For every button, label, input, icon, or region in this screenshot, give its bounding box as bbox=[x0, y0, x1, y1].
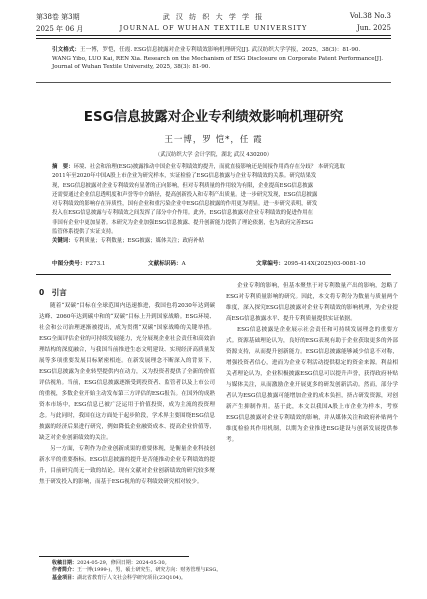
abstract-line: 监管体系提供了实证支持。 bbox=[52, 229, 117, 236]
article-no-label: 文章编号： bbox=[256, 261, 284, 267]
author-bio-value: 王一博(1999-)，男，硕士研究生，研究方向：财务管理与ESG。 bbox=[77, 567, 222, 574]
body-paragraph: 企业专利的影响，但基本聚焦于对专利数量产出的影响，忽略了ESG对专利质量影响的研究。因此，本文将专利分为数量与质量两个维度，深入探究ESG信息披露对企业专利绩效的影响机理，为企业提高ESG信息披露水平、提升专利质量提供实证依据。 bbox=[226, 283, 398, 322]
date-en: Jun. 2025 bbox=[356, 24, 391, 32]
doc-code-label: 文献标识码： bbox=[148, 261, 182, 267]
footnote-rule bbox=[39, 556, 189, 557]
volume-issue-en: Vol.38 No.3 bbox=[349, 12, 391, 20]
keywords-label: 关键词： bbox=[52, 238, 74, 245]
footnotes bbox=[52, 560, 387, 582]
body-rule bbox=[36, 274, 391, 275]
abstract-line: 现，ESG信息披露对企业专利绩效有显著的正向影响，但对专利质量的作用较为有限，企业提高ESG信息披露 bbox=[52, 182, 314, 189]
abstract-label: 摘 要： bbox=[52, 164, 74, 170]
fund-value: 湖北省教育厅人文社会科学研究项目(23Q104)。 bbox=[77, 574, 186, 581]
abstract-line: 非国有企业中更加显著。本研究为企业加强ESG信息披露、提升创新能力提供了理论依据，也为政府完善ESG bbox=[52, 219, 314, 226]
author-bio-label: 作者简介： bbox=[52, 567, 78, 574]
paper-authors: 王一博，罗 恺*，任 霞 bbox=[164, 135, 263, 145]
body-column-left bbox=[39, 281, 215, 488]
abstract-line: 2011年至2020年中国A股上市企业为研究样本，实证检验了ESG信息披露与企业专利绩效的关系。研究结果发 bbox=[52, 173, 317, 180]
body-paragraph: 另一方面，专利作为企业创新成果的重要体现，是衡量企业科技创新水平的重要指标。ESG信息披露的提升是否能推动企业专利绩效的提升，目前研究尚无一致的结论。现有文献对企业创新绩效的研究较多聚焦于研发投入的影响，而基于ESG视角的专利绩效研究相对较少。 bbox=[39, 446, 215, 485]
abstract-line: 对专利绩效的影响存在异质性，国有企业和重污染企业中ESG信息披露的作用更为明显。进一步研究表明，研发 bbox=[52, 201, 318, 208]
date-cn: 2025 年 06 月 bbox=[36, 25, 84, 33]
received-label: 收稿日期： bbox=[52, 560, 78, 566]
section-heading: 0 引言 bbox=[39, 288, 67, 297]
header-rule-thin bbox=[36, 38, 391, 39]
abstract-block bbox=[52, 163, 387, 247]
keywords-value: 专利质量；专利数量；ESG披露；媒体关注；政府补贴 bbox=[73, 238, 205, 245]
abstract-line: 还需要通过企业信息透明度和声誉等中介路径，提高创新投入和专利产出质量。进一步研究发现，ESG信息披露 bbox=[52, 191, 318, 198]
clc-value: F273.1 bbox=[85, 261, 106, 267]
fund-label: 基金项目： bbox=[52, 574, 78, 581]
paper-title: ESG信息披露对企业专利绩效影响机理研究 bbox=[83, 109, 344, 125]
citation-cn: 王一博，罗恺，任霞. ESG信息披露对企业专利绩效影响机理研究[J]. 武汉纺织大学学报，2025，38(3)：81-90. bbox=[79, 47, 361, 53]
clc-label: 中图分类号： bbox=[52, 261, 86, 267]
received-value: 2024-05-29，修回日期：2024-05-30。 bbox=[77, 560, 170, 566]
article-no-value: 2095-414X(2025)03-0081-10 bbox=[283, 261, 366, 267]
citation-label: 引文格式： bbox=[52, 47, 80, 53]
body-paragraph: 随着“双碳”目标在全球范围内迅速推进，我国也将2030年达到碳达峰、2060年达到碳中和的“双碳”目标上升到国家战略。ESG环境、社会和公司治理逐渐被提出，成为贯彻“双碳”国家战略的关键举措。ESG全面评估企业的可持续发展能力，充分展现企业社会责任和高效治理结构的深度融合，与我国当前推进生态文明建设、实现经济高质量发展等多项重要发展目标紧密相连。在新发展理念不断深入的背景下，ESG信息披露为企业转型提供内在动力，又为投资者提供了全新的价值评估视角。当前，ESG信息披露逐渐受到投资者、监管者以及上市公司的重视，多数企业开始主动发布第三方评估的ESG报告。在国外的成熟资本市场中，ESG信息已被广泛运用于价值投资，成为主流的投资理念。与此同时，我国在这方面处于起步阶段，学术界主要围绕ESG信息披露的经济后果进行研究，例如降低企业融资成本、提高企业价值等，缺乏对企业创新绩效的关注。 bbox=[39, 303, 215, 441]
journal-header bbox=[36, 10, 391, 46]
citation-en: WANG Yibo, LUO Kai, REN Xia. Research on the Mechanism of ESG Disclosure on Corporate Patent Performance[J]. Journal of Wuhan Textile University, 2025, 38(3): 81-90. bbox=[52, 55, 384, 71]
citation-rule bbox=[36, 82, 391, 83]
volume-issue-cn: 第38卷 第3期 bbox=[36, 13, 80, 21]
body-column-right bbox=[226, 281, 398, 446]
abstract-line: 环境、社会和治理(ESG)披露推动中国企业专利绩效的提升，而就直接影响还是间接作用尚存在分歧？ 本研究选取 bbox=[73, 164, 345, 170]
citation-block bbox=[52, 46, 387, 72]
header-rule-thick bbox=[36, 35, 391, 36]
journal-name-cn: 武 汉 纺 织 大 学 学 报 bbox=[162, 13, 265, 21]
doc-code-value: A bbox=[181, 261, 186, 267]
journal-name-en: JOURNAL OF WUHAN TEXTILE UNIVERSITY bbox=[119, 24, 308, 32]
body-paragraph: ESG信息披露是企业展示社会责任和可持续发展理念的重要方式。资源基础理论认为，良好的ESG表现有助于企业获取更多的外部资源支持，从而提升创新能力。ESG信息披露能够减少信息不对称，增强投资者信心，进而为企业专利活动提供稳定的资金来源。利益相关者理论认为，企业积极披露ESG信息可以提升声誉，获得政府补贴与媒体关注，从而激励企业开展更多的研发创新活动。然而，部分学者认为ESG信息披露可能增加企业的成本负担，挤占研发资源，对创新产生抑制作用。基于此，本文以我国A股上市企业为样本，考察ESG信息披露对企业专利绩效的影响，并从媒体关注和政府补贴两个维度检验其作用机制，以期为企业推进ESG建设与创新发展提供参考。 bbox=[226, 327, 398, 443]
abstract-line: 投入在ESG信息披露与专利绩效之间发挥了部分中介作用。此外，ESG信息披露对企业专利绩效的促进作用在 bbox=[52, 210, 314, 217]
paper-affiliation: （武汉纺织大学 会计学院，湖北 武汉 430200） bbox=[154, 152, 273, 158]
